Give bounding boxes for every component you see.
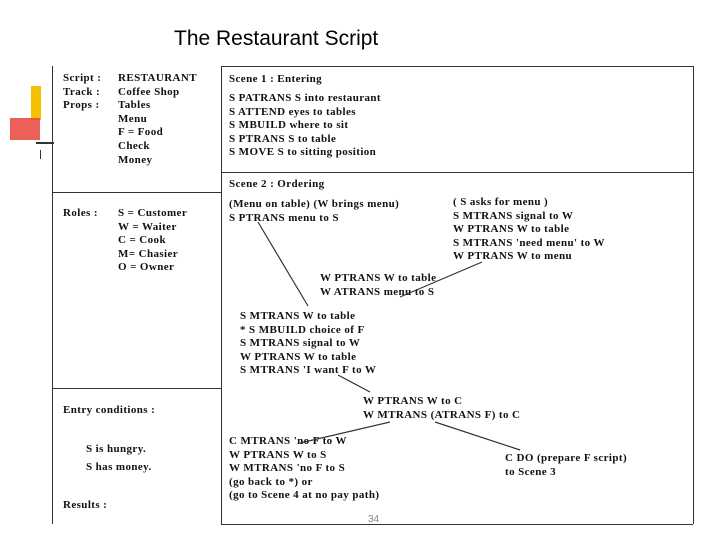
- waiter-to-cook-block: W PTRANS W to C W MTRANS (ATRANS F) to C: [363, 395, 521, 421]
- ask-for-menu-branch: ( S asks for menu ) S MTRANS signal to W W PTRANS W to table S MTRANS 'need menu' to W W PTRANS W to menu: [453, 196, 605, 263]
- slide-title: The Restaurant Script: [174, 27, 379, 50]
- scene1-actions: S PATRANS S into restaurant S ATTEND eyes to tables S MBUILD where to sit S PTRANS S to table S MOVE S to sitting position: [229, 92, 381, 159]
- entry-condition-2: S has money.: [86, 461, 152, 473]
- results-label: Results :: [63, 499, 108, 511]
- scene2-header: Scene 2 : Ordering: [229, 178, 325, 190]
- waiter-brings-menu-block: W PTRANS W to table W ATRANS menu to S: [320, 272, 437, 298]
- entry-conditions-label: Entry conditions :: [63, 404, 156, 416]
- connector-cook-to-prepare: [435, 422, 520, 450]
- ordering-block: S MTRANS W to table * S MBUILD choice of F S MTRANS signal to W W PTRANS W to table S MTRANS 'I want F to W: [240, 310, 377, 377]
- scene1-header: Scene 1 : Entering: [229, 73, 323, 85]
- connector-order-to-cook: [338, 375, 370, 392]
- connector-cook-to-nofood: [300, 422, 390, 443]
- entry-condition-1: S is hungry.: [86, 443, 147, 455]
- menu-on-table-branch: (Menu on table) (W brings menu) S PTRANS menu to S: [229, 198, 400, 224]
- connector-ask-to-waiter: [400, 262, 482, 297]
- script-keys: Script : Track : Props :: [63, 72, 102, 112]
- script-values: RESTAURANT Coffee Shop Tables Menu F = Food Check Money: [118, 72, 197, 166]
- connector-menu-to-waiter: [258, 222, 308, 306]
- roles-label: Roles :: [63, 207, 98, 219]
- cook-prepares-block: C DO (prepare F script) to Scene 3: [505, 452, 628, 478]
- roles-list: S = Customer W = Waiter C = Cook M= Chasier O = Owner: [118, 207, 188, 274]
- no-food-block: C MTRANS 'no F to W W PTRANS W to S W MTRANS 'no F to S (go back to *) or (go to Scene 4 at no pay path): [229, 435, 380, 502]
- page-number: 34: [368, 514, 380, 525]
